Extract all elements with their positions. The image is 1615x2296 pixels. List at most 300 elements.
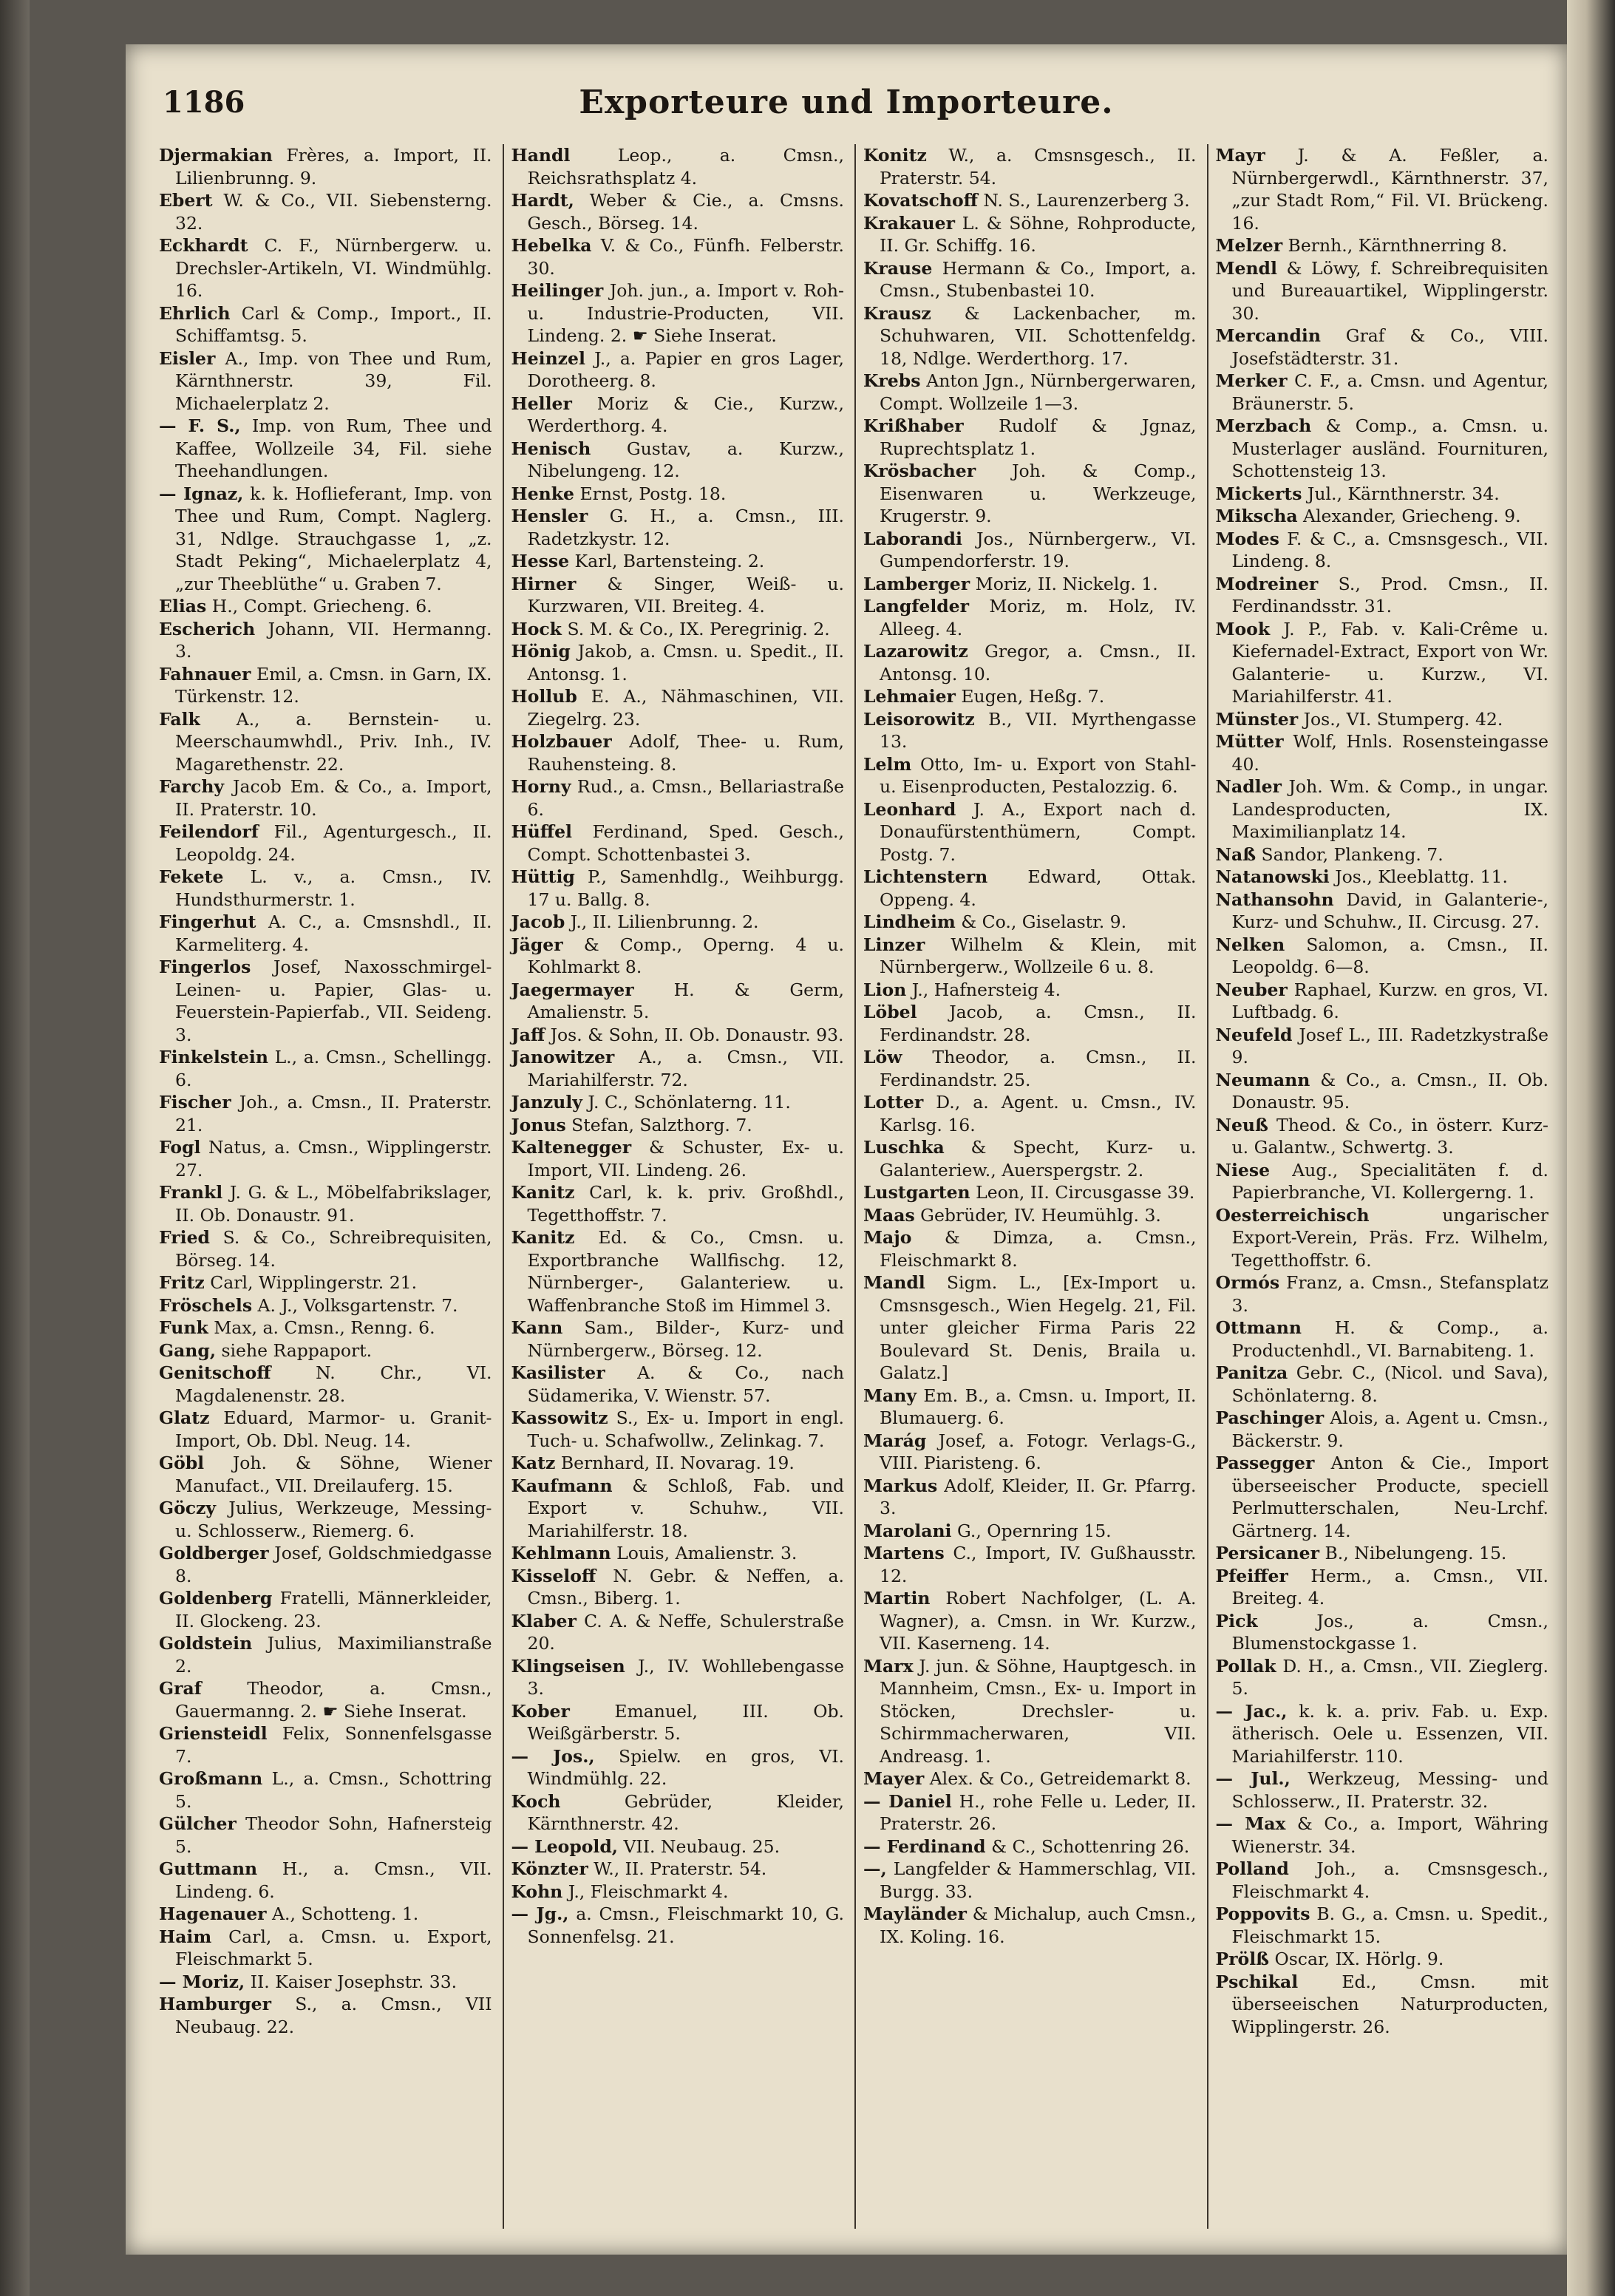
entry-name: Heller — [511, 393, 572, 414]
directory-entry — [863, 1430, 1197, 1475]
directory-entry — [863, 1587, 1197, 1655]
entry-details: Jos., Kleeblattg. 11. — [1329, 866, 1508, 887]
entry-details: & Schloß, Fab. und Export v. Schuhw., VII. Mariahilferstr. 18. — [527, 1475, 844, 1541]
entry-details: Jos. & Sohn, II. Ob. Donaustr. 93. — [545, 1024, 844, 1045]
entry-details: J. C., Schönlaterng. 11. — [582, 1092, 791, 1113]
entry-name: Krause — [863, 257, 933, 279]
entry-details: Jacob, a. Cmsn., II. Ferdinandstr. 28. — [880, 1002, 1197, 1045]
directory-entry — [511, 1024, 845, 1047]
directory-entry — [1216, 1971, 1549, 2039]
entry-name: Kanitz — [511, 1182, 575, 1203]
page-number: 1186 — [163, 85, 245, 120]
entry-name: Melzer — [1215, 235, 1283, 256]
entry-name: Katz — [511, 1453, 556, 1473]
entry-name: Naß — [1215, 843, 1257, 865]
directory-entry — [863, 1046, 1197, 1091]
entry-details: L., a. Cmsn., Schellingg. 6. — [175, 1047, 492, 1090]
entry-name: Pick — [1215, 1610, 1258, 1631]
entry-name: Haim — [159, 1926, 212, 1947]
entry-details: Em. B., a. Cmsn. u. Import, II. Blumauerg. 6. — [880, 1385, 1197, 1428]
directory-entry — [159, 1362, 492, 1407]
entry-name: — Ignaz, — [159, 483, 244, 504]
directory-entry — [863, 189, 1197, 212]
entry-details: Leon, II. Circusgasse 39. — [970, 1182, 1195, 1203]
entry-name: — Jul., — [1215, 1768, 1291, 1789]
directory-entry — [511, 640, 845, 685]
entry-name: Kanitz — [511, 1227, 575, 1248]
entry-details: S., Prod. Cmsn., II. Ferdinandsstr. 31. — [1231, 573, 1548, 617]
directory-entry — [863, 979, 1197, 1002]
entry-name: Münster — [1215, 708, 1299, 730]
entry-name: — Jos., — [511, 1745, 595, 1767]
entry-details: J. & A. Feßler, a. Nürnbergerwdl., Kärnthnerstr. 37, „zur Stadt Rom,“ Fil. VI. Brückeng. 16. — [1231, 145, 1548, 234]
entry-details: & Dimza, a. Cmsn., Fleischmarkt 8. — [880, 1227, 1197, 1271]
entry-name: Feilendorf — [159, 821, 259, 842]
entry-details: F. & C., a. Cmsnsgesch., VII. Lindeng. 8. — [1231, 528, 1548, 571]
entry-name: Paschinger — [1215, 1407, 1325, 1428]
entry-details: L. & Söhne, Rohproducte, II. Gr. Schiffg. 16. — [880, 212, 1197, 256]
entry-details: J., Fleischmarkt 4. — [562, 1881, 729, 1902]
entry-name: Fritz — [159, 1272, 205, 1293]
entry-details: Joh. & Comp., Eisenwaren u. Werkzeuge, Krugerstr. 9. — [880, 461, 1197, 526]
entry-details: Stefan, Salzthorg. 7. — [565, 1114, 752, 1135]
directory-entry — [863, 257, 1197, 302]
entry-name: — F. S., — [159, 415, 241, 436]
directory-entry — [159, 663, 492, 708]
entry-name: Merzbach — [1215, 415, 1312, 436]
entry-details: & Singer, Weiß- u. Kurzwaren, VII. Breiteg. 4. — [527, 573, 844, 617]
entry-details: Moriz & Cie., Kurzw., Werderthorg. 4. — [527, 393, 844, 436]
directory-entry — [1216, 1069, 1549, 1114]
entry-name: Kober — [511, 1700, 570, 1722]
entry-name: Horny — [511, 776, 571, 797]
entry-name: Mayländer — [863, 1903, 967, 1924]
entry-details: Adolf, Kleider, II. Gr. Pfarrg. 3. — [880, 1475, 1197, 1518]
directory-entry — [159, 595, 492, 618]
directory-entry — [159, 1226, 492, 1271]
entry-details: S., Ex- u. Import in engl. Tuch- u. Schafwollw., Zelinkag. 7. — [527, 1407, 844, 1451]
directory-entry — [159, 1271, 492, 1294]
entry-details: Bernhard, II. Novarag. 19. — [555, 1453, 795, 1473]
entry-name: Lelm — [863, 753, 912, 775]
directory-entry — [863, 708, 1197, 753]
directory-entry — [159, 144, 492, 189]
entry-details: Alexander, Griecheng. 9. — [1297, 506, 1521, 526]
entry-name: Poppovits — [1215, 1903, 1310, 1924]
directory-entry — [863, 1204, 1197, 1227]
entry-details: & Co., a. Cmsn., II. Ob. Donaustr. 95. — [1231, 1069, 1548, 1113]
entry-name: Kassowitz — [511, 1407, 608, 1428]
entry-name: Kovatschoff — [863, 190, 978, 211]
entry-name: Ebert — [159, 190, 213, 211]
directory-entry — [863, 573, 1197, 596]
entry-details: Eugen, Heßg. 7. — [955, 686, 1105, 707]
entry-details: S., a. Cmsn., VII Neubaug. 22. — [175, 1994, 492, 2037]
directory-entry — [511, 685, 845, 730]
directory-entry — [511, 234, 845, 279]
entry-details: G. H., a. Cmsn., III. Radetzkystr. 12. — [527, 506, 844, 549]
directory-column-4 — [1207, 144, 1549, 2229]
entry-name: Leonhard — [863, 798, 956, 820]
entry-details: Rud., a. Cmsn., Bellariastraße 6. — [527, 776, 844, 820]
entry-name: Modreiner — [1215, 573, 1319, 594]
directory-entry — [1216, 730, 1549, 775]
directory-entry — [511, 189, 845, 234]
entry-name: Mayer — [863, 1768, 925, 1789]
entry-details: Carl, a. Cmsn. u. Export, Fleischmarkt 5. — [175, 1926, 492, 1969]
entry-name: Neufeld — [1215, 1024, 1293, 1045]
directory-page — [126, 44, 1567, 2255]
entry-details: W. & Co., VII. Siebensterng. 32. — [175, 190, 492, 234]
entry-details: Jos., Nürnbergerw., VI. Gumpendorferstr. 19. — [880, 528, 1197, 571]
entry-details: & C., Schottenring 26. — [985, 1835, 1190, 1857]
directory-entry — [511, 1091, 845, 1114]
entry-name: Großmann — [159, 1768, 263, 1789]
directory-entry — [1216, 1542, 1549, 1565]
directory-entry — [511, 1565, 845, 1610]
directory-entry — [511, 1835, 845, 1858]
directory-entry — [1216, 1565, 1549, 1610]
directory-entry — [1216, 1362, 1549, 1407]
entry-name: Kasilister — [511, 1362, 605, 1383]
entry-details: Jacob Em. & Co., a. Import, II. Praterstr. 10. — [175, 776, 492, 820]
entry-details: Fil., Agenturgesch., II. Leopoldg. 24. — [175, 821, 492, 865]
entry-details: Moriz, m. Holz, IV. Alleeg. 4. — [880, 596, 1197, 639]
entry-details: Josef, Goldschmiedgasse 8. — [175, 1543, 492, 1586]
entry-name: Maas — [863, 1204, 915, 1226]
entry-details: Carl, Wipplingerstr. 21. — [204, 1272, 418, 1293]
entry-details: Carl & Comp., Import., II. Schiffamtsg. 5. — [175, 302, 492, 346]
directory-entry — [1216, 1024, 1549, 1069]
entry-details: siehe Rappaport. — [216, 1339, 373, 1361]
entry-details: Salomon, a. Cmsn., II. Leopoldg. 6—8. — [1231, 934, 1548, 977]
directory-entry — [1216, 573, 1549, 618]
directory-entry — [863, 415, 1197, 460]
directory-entry — [159, 956, 492, 1046]
directory-entry — [863, 1385, 1197, 1430]
entry-name: Jäger — [511, 934, 563, 955]
entry-details: J. G. & L., Möbelfabrikslager, II. Ob. Donaustr. 91. — [175, 1182, 492, 1226]
entry-name: Jonus — [511, 1114, 566, 1135]
directory-entry — [159, 1136, 492, 1181]
entry-details: L. v., a. Cmsn., IV. Hundsthurmerstr. 1. — [175, 866, 492, 910]
entry-name: Polland — [1215, 1858, 1289, 1879]
directory-entry — [863, 1655, 1197, 1768]
entry-name: Niese — [1215, 1159, 1271, 1181]
entry-name: Henke — [511, 483, 574, 504]
directory-entry — [511, 1903, 845, 1948]
entry-name: Hebelka — [511, 235, 592, 256]
directory-entry — [159, 618, 492, 663]
entry-details: N. Gebr. & Neffen, a. Cmsn., Biberg. 1. — [527, 1565, 844, 1609]
entry-details: H. & Germ, Amalienstr. 5. — [527, 979, 844, 1022]
directory-entry — [511, 866, 845, 911]
entry-details: Joh. Wm. & Comp., in ungar. Landesproducten, IX. Maximilianplatz 14. — [1231, 776, 1548, 842]
entry-details: J., II. Lilienbrunng. 2. — [565, 911, 759, 932]
entry-name: — Daniel — [863, 1790, 952, 1812]
entry-name: Heinzel — [511, 347, 585, 369]
directory-column-1 — [159, 144, 492, 2229]
entry-name: Glatz — [159, 1407, 210, 1428]
entry-name: Hollub — [511, 686, 577, 707]
entry-name: Jaff — [511, 1024, 545, 1045]
entry-name: Mickerts — [1215, 483, 1302, 504]
entry-name: Finkelstein — [159, 1047, 268, 1067]
directory-entry — [863, 370, 1197, 415]
entry-name: Krakauer — [863, 212, 955, 234]
entry-name: Many — [863, 1385, 917, 1406]
entry-details: Joh. jun., a. Import v. Roh- u. Industrie-Producten, VII. Lindeng. 2. ☛ Siehe Inserat. — [527, 280, 844, 346]
directory-entry — [863, 1858, 1197, 1903]
directory-entry — [863, 302, 1197, 370]
directory-entry — [159, 189, 492, 234]
entry-name: Leisorowitz — [863, 708, 975, 730]
entry-name: Fingerlos — [159, 957, 251, 977]
entry-details: Adolf, Thee- u. Rum, Rauhensteing. 8. — [527, 731, 844, 775]
directory-entry — [159, 1722, 492, 1767]
entry-name: Klingseisen — [511, 1655, 625, 1677]
entry-name: Kann — [511, 1317, 563, 1338]
entry-details: Herm., a. Cmsn., VII. Breiteg. 4. — [1231, 1565, 1548, 1609]
entry-details: B., VII. Myrthengasse 13. — [880, 708, 1197, 752]
entry-details: & Co., a. Import, Währing Wienerstr. 34. — [1231, 1813, 1548, 1857]
entry-details: A. J., Volksgartenstr. 7. — [252, 1294, 458, 1316]
directory-entry — [159, 866, 492, 911]
directory-entry — [159, 347, 492, 415]
entry-name: Löw — [863, 1047, 902, 1067]
entry-name: Farchy — [159, 776, 225, 797]
entry-details: Julius, Werkzeuge, Messing- u. Schlosserw., Riemerg. 6. — [175, 1498, 492, 1541]
entry-details: J. P., Fab. v. Kali-Crême u. Kiefernadel-Extract, Export von Wr. Galanterie- u. Kurzw., VI. Mariahilferstr. 41. — [1231, 618, 1548, 707]
directory-entry — [863, 685, 1197, 708]
entry-details: Natus, a. Cmsn., Wipplingerstr. 27. — [175, 1137, 492, 1181]
entry-details: Louis, Amalienstr. 3. — [611, 1543, 798, 1563]
directory-entry — [159, 1993, 492, 2038]
entry-name: Ottmann — [1215, 1317, 1302, 1338]
directory-entry — [863, 1001, 1197, 1046]
entry-details: Alex. & Co., Getreidemarkt 8. — [924, 1768, 1191, 1789]
entry-details: Anton Jgn., Nürnbergerwaren, Compt. Wollzeile 1—3. — [880, 370, 1197, 414]
entry-name: Gang, — [159, 1339, 216, 1361]
entry-name: Lehmaier — [863, 686, 956, 707]
entry-details: Ernst, Postg. 18. — [574, 483, 727, 504]
page-title: Exporteure und Importeure. — [579, 84, 1114, 121]
entry-name: Holzbauer — [511, 731, 612, 752]
directory-entry — [1216, 775, 1549, 843]
entry-name: Göczy — [159, 1498, 217, 1518]
entry-name: Marx — [863, 1655, 914, 1677]
entry-name: Elias — [159, 596, 207, 617]
directory-entry — [159, 821, 492, 866]
entry-name: Falk — [159, 708, 200, 730]
directory-entry — [1216, 1948, 1549, 1971]
directory-entry — [1216, 618, 1549, 708]
directory-entry — [159, 911, 492, 956]
directory-entry — [1216, 257, 1549, 325]
directory-entry — [159, 1339, 492, 1362]
entry-details: Jos., VI. Stumperg. 42. — [1298, 708, 1503, 730]
entry-name: Krausz — [863, 302, 931, 324]
entry-details: Carl, k. k. priv. Großhdl., Tegetthoffstr. 7. — [527, 1182, 844, 1226]
directory-entry — [511, 1858, 845, 1881]
entry-details: C., Import, IV. Gußhausstr. 12. — [880, 1543, 1197, 1586]
directory-entry — [863, 640, 1197, 685]
entry-name: Djermakian — [159, 145, 273, 166]
directory-entry — [511, 1226, 845, 1317]
directory-entry — [511, 1452, 845, 1475]
directory-entry — [511, 1790, 845, 1835]
directory-entry — [1216, 1159, 1549, 1204]
directory-entry — [863, 753, 1197, 798]
directory-entry — [1216, 1407, 1549, 1452]
entry-details: Langfelder & Hammerschlag, VII. Burgg. 33. — [880, 1858, 1197, 1902]
entry-name: Konitz — [863, 145, 927, 166]
entry-name: Mandl — [863, 1272, 925, 1293]
entry-details: Emil, a. Cmsn. in Garn, IX. Türkenstr. 12. — [175, 663, 492, 707]
directory-entry — [863, 1091, 1197, 1136]
directory-entry — [159, 775, 492, 821]
directory-entry — [1216, 843, 1549, 866]
entry-name: Fahnauer — [159, 663, 251, 685]
directory-entry — [511, 1136, 845, 1181]
entry-details: Otto, Im- u. Export von Stahl- u. Eisenproducten, Pestalozzig. 6. — [880, 753, 1197, 797]
directory-entry — [863, 1136, 1197, 1181]
entry-details: II. Kaiser Josephstr. 33. — [245, 1971, 458, 1992]
directory-entry — [863, 1542, 1197, 1587]
directory-entry — [511, 483, 845, 506]
entry-details: A., Imp. von Thee und Rum, Kärnthnerstr. 39, Fil. Michaelerplatz 2. — [175, 347, 492, 414]
directory-entry — [863, 460, 1197, 528]
entry-name: Jacob — [511, 911, 565, 932]
entry-name: Gülcher — [159, 1813, 237, 1834]
entry-name: Laborandi — [863, 528, 962, 549]
entry-details: W., a. Cmsnsgesch., II. Praterstr. 54. — [880, 145, 1197, 188]
entry-name: —, — [863, 1858, 887, 1879]
entry-name: Fröschels — [159, 1294, 253, 1316]
entry-details: Ferdinand, Sped. Gesch., Compt. Schottenbastei 3. — [527, 821, 844, 865]
entry-details: A. C., a. Cmsnshdl., II. Karmeliterg. 4. — [175, 911, 492, 955]
entry-details: A., Schotteng. 1. — [266, 1903, 419, 1924]
directory-entry — [159, 1317, 492, 1339]
entry-details: W., II. Praterstr. 54. — [588, 1858, 767, 1879]
entry-name: Neumann — [1215, 1069, 1310, 1090]
directory-entry — [1216, 889, 1549, 934]
entry-name: Kohn — [511, 1881, 563, 1902]
entry-details: Oscar, IX. Hörlg. 9. — [1269, 1949, 1444, 1969]
entry-name: Passegger — [1215, 1453, 1315, 1473]
directory-entry — [863, 934, 1197, 979]
entry-details: Spielw. en gros, VI. Windmühlg. 22. — [527, 1745, 844, 1789]
entry-details: Julius, Maximilianstraße 2. — [175, 1633, 492, 1677]
entry-name: Hirner — [511, 573, 577, 594]
directory-entry — [863, 1271, 1197, 1385]
entry-name: Hönig — [511, 641, 571, 662]
entry-name: Pollak — [1215, 1655, 1276, 1677]
entry-name: Graf — [159, 1678, 202, 1699]
entry-name: Henisch — [511, 438, 591, 459]
directory-entry — [1216, 979, 1549, 1024]
directory-entry — [1216, 1700, 1549, 1768]
directory-entry — [159, 1294, 492, 1317]
directory-entry — [511, 505, 845, 550]
entry-details: Ed., Cmsn. mit überseeischen Naturproducten, Wipplingerstr. 26. — [1231, 1971, 1548, 2037]
directory-entry — [511, 1745, 845, 1790]
directory-entry — [159, 1813, 492, 1858]
directory-entry — [1216, 708, 1549, 731]
entry-name: Modes — [1215, 528, 1279, 549]
directory-entry — [1216, 528, 1549, 573]
entry-name: — Jac., — [1215, 1700, 1288, 1722]
entry-name: Eckhardt — [159, 235, 248, 256]
directory-entry — [1216, 1114, 1549, 1159]
entry-details: & Comp., a. Cmsn. u. Musterlager ausländ. Fournituren, Schottensteig 13. — [1231, 415, 1548, 481]
entry-details: Werkzeug, Messing- und Schlosserw., II. Praterstr. 32. — [1231, 1768, 1548, 1812]
directory-entry — [511, 1181, 845, 1226]
entry-details: D. H., a. Cmsn., VII. Zieglerg. 5. — [1231, 1655, 1548, 1699]
entry-name: Ehrlich — [159, 302, 231, 324]
directory-entry — [511, 1114, 845, 1137]
directory-entry — [159, 1497, 492, 1542]
directory-entry — [863, 1181, 1197, 1204]
entry-name: Hüttig — [511, 866, 575, 887]
entry-details: Theod. & Co., in österr. Kurz- u. Galantw., Schwertg. 3. — [1231, 1114, 1548, 1158]
entry-details: S. & Co., Schreibrequisiten, Börseg. 14. — [175, 1227, 492, 1271]
entry-name: Hagenauer — [159, 1903, 267, 1924]
directory-entry — [511, 1542, 845, 1565]
directory-entry — [511, 934, 845, 979]
entry-name: Eisler — [159, 347, 216, 369]
entry-details: A., a. Bernstein- u. Meerschaumwhdl., Priv. Inh., IV. Magarethenstr. 22. — [175, 708, 492, 775]
entry-name: Majo — [863, 1227, 912, 1248]
directory-entry — [159, 1587, 492, 1632]
entry-details: & Löwy, f. Schreibrequisiten und Bureauartikel, Wipplingerstr. 30. — [1231, 257, 1548, 324]
directory-entry — [511, 1475, 845, 1543]
directory-entry — [511, 730, 845, 775]
entry-name: Hardt, — [511, 190, 574, 211]
entry-name: Mikscha — [1215, 506, 1298, 526]
book-gutter — [0, 0, 30, 2296]
directory-entry — [159, 1542, 492, 1587]
directory-entry — [1216, 1271, 1549, 1317]
directory-entry — [159, 1452, 492, 1497]
entry-details: D., a. Agent. u. Cmsn., IV. Karlsg. 16. — [880, 1092, 1197, 1135]
entry-name: Lazarowitz — [863, 641, 968, 662]
directory-entry — [1216, 325, 1549, 370]
directory-entry — [511, 144, 845, 189]
entry-details: Alois, a. Agent u. Cmsn., Bäckerstr. 9. — [1231, 1407, 1548, 1451]
entry-name: Lotter — [863, 1092, 924, 1113]
entry-name: Handl — [511, 145, 571, 166]
entry-details: Wilhelm & Klein, mit Nürnbergerw., Wollzeile 6 u. 8. — [880, 934, 1197, 977]
entry-details: Emanuel, III. Ob. Weißgärberstr. 5. — [527, 1700, 844, 1744]
entry-name: Griensteidl — [159, 1723, 268, 1744]
entry-name: Fogl — [159, 1137, 201, 1158]
entry-name: Hesse — [511, 551, 570, 571]
directory-entry — [863, 1520, 1197, 1543]
entry-details: B., Nibelungeng. 15. — [1319, 1543, 1507, 1563]
entry-name: Krebs — [863, 370, 921, 391]
entry-name: Merker — [1215, 370, 1288, 391]
entry-details: Wolf, Hnls. Rosensteingasse 40. — [1231, 731, 1548, 775]
entry-details: Gebrüder, IV. Heumühlg. 3. — [914, 1204, 1161, 1226]
entry-details: G., Opernring 15. — [951, 1520, 1112, 1541]
directory-entry — [863, 1767, 1197, 1790]
directory-entry — [159, 1181, 492, 1226]
facing-page-edge — [1567, 0, 1615, 2296]
directory-entry — [511, 979, 845, 1024]
entry-name: Krißhaber — [863, 415, 964, 436]
entry-details: Frères, a. Import, II. Lilienbrunng. 9. — [175, 145, 492, 188]
